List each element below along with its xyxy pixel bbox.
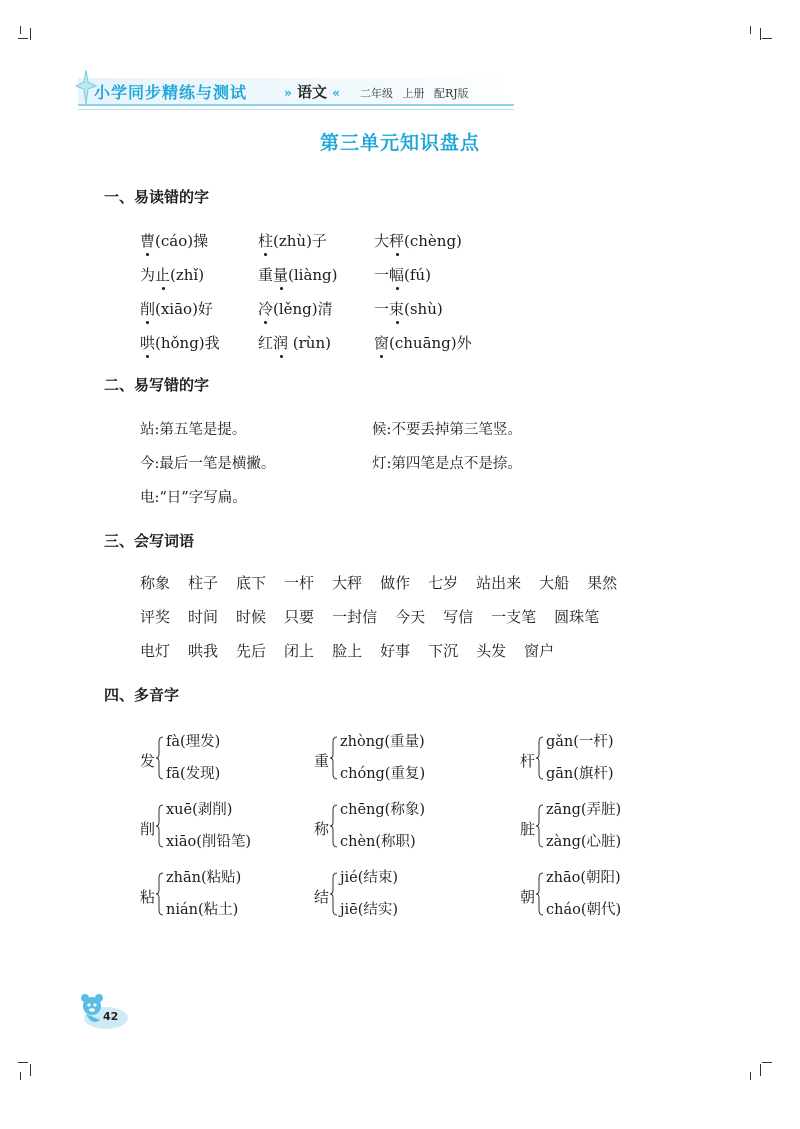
emphasis-dot <box>280 355 283 358</box>
word-item: 一封信 <box>332 608 378 626</box>
word-item: 圆珠笔 <box>554 608 600 626</box>
polyphone-reading: zhān(粘贴) <box>166 870 242 886</box>
miswrite-line <box>140 486 660 520</box>
word-row <box>140 640 700 674</box>
word-item: 称象 <box>140 574 171 592</box>
misread-item: 重量(liàng) <box>258 264 338 285</box>
brace-icon <box>330 872 338 916</box>
polyphone-char: 朝 <box>520 888 536 906</box>
polyphone-reading: jié(结束) <box>340 870 399 886</box>
misread-item: 为止(zhǐ) <box>140 264 204 285</box>
subject-text: 语文 <box>297 83 328 101</box>
misread-item: 哄(hǒng)我 <box>140 332 220 353</box>
chevron-right-icon: » <box>284 86 292 100</box>
word-item: 电灯 <box>140 642 171 660</box>
word-item: 今天 <box>395 608 426 626</box>
crop-mark-bottom-right <box>754 1058 774 1078</box>
word-item: 脸上 <box>332 642 363 660</box>
section-title-misread: 一、易读错的字 <box>104 188 210 206</box>
series-title: 小学同步精练与测试 <box>94 83 248 102</box>
polyphone-reading: chèn(称职) <box>340 834 416 850</box>
brace-icon <box>330 736 338 780</box>
word-item: 站出来 <box>476 574 522 592</box>
miswrite-list <box>140 418 660 520</box>
miswrite-item: 候:不要丢掉第三笔竖。 <box>372 422 522 438</box>
word-item: 头发 <box>476 642 507 660</box>
polyphone-char: 粘 <box>140 888 156 906</box>
word-item: 七岁 <box>428 574 459 592</box>
polyphone-reading: zāng(弄脏) <box>546 802 622 818</box>
word-item: 一支笔 <box>491 608 537 626</box>
crop-mark-bottom-left <box>18 1058 38 1078</box>
misread-item: 窗(chuāng)外 <box>374 332 472 353</box>
polyphone-reading: jiē(结实) <box>340 902 399 918</box>
emphasis-dot <box>396 321 399 324</box>
word-item: 底下 <box>236 574 267 592</box>
word-item: 窗户 <box>524 642 555 660</box>
brace-icon <box>156 736 164 780</box>
emphasis-dot <box>396 287 399 290</box>
crop-mark-top-left <box>18 28 38 48</box>
word-item: 柱子 <box>188 574 219 592</box>
misread-item: 红润 (rùn) <box>258 332 331 353</box>
word-row <box>140 572 700 606</box>
emphasis-dot <box>162 287 165 290</box>
word-item: 写信 <box>443 608 474 626</box>
section-title-miswrite: 二、易写错的字 <box>104 376 210 394</box>
polyphone-reading: xiāo(削铅笔) <box>166 834 252 850</box>
brace-icon <box>156 872 164 916</box>
misread-item: 一束(shù) <box>374 298 443 319</box>
word-item: 下沉 <box>428 642 459 660</box>
polyphone-char: 重 <box>314 752 330 770</box>
polyphone-reading: nián(粘土) <box>166 902 239 918</box>
miswrite-line <box>140 418 660 452</box>
word-item: 大船 <box>539 574 570 592</box>
miswrite-item: 今:最后一笔是横撇。 <box>140 456 276 472</box>
emphasis-dot <box>280 287 283 290</box>
miswrite-item: 电:“日”字写扁。 <box>140 490 247 506</box>
word-item: 好事 <box>380 642 411 660</box>
word-item: 做作 <box>380 574 411 592</box>
polyphone-char: 称 <box>314 820 330 838</box>
emphasis-dot <box>146 355 149 358</box>
crop-mark-top-right <box>754 28 774 48</box>
polyphone-char: 杆 <box>520 752 536 770</box>
brace-icon <box>536 804 544 848</box>
misread-item: 冷(lěng)清 <box>258 298 333 319</box>
word-item: 先后 <box>236 642 267 660</box>
misread-item: 一幅(fú) <box>374 264 431 285</box>
word-item: 时间 <box>188 608 219 626</box>
emphasis-dot <box>264 253 267 256</box>
polyphone-reading: fà(理发) <box>166 734 221 750</box>
polyphone-reading: chóng(重复) <box>340 766 426 782</box>
polyphone-char: 结 <box>314 888 330 906</box>
word-item: 时候 <box>236 608 267 626</box>
chevron-left-icon: « <box>332 86 341 100</box>
miswrite-line <box>140 452 660 486</box>
polyphone-reading: zhòng(重量) <box>340 734 425 750</box>
polyphone-reading: gǎn(一杆) <box>546 734 614 750</box>
polyphone-reading: zhāo(朝阳) <box>546 870 621 886</box>
brace-icon <box>156 804 164 848</box>
emphasis-dot <box>264 321 267 324</box>
polyphone-char: 发 <box>140 752 156 770</box>
brace-icon <box>536 736 544 780</box>
miswrite-item: 站:第五笔是提。 <box>140 422 247 438</box>
mascot-icon <box>74 992 130 1032</box>
polyphone-reading: cháo(朝代) <box>546 902 622 918</box>
misread-item: 曹(cáo)操 <box>140 230 208 251</box>
emphasis-dot <box>380 355 383 358</box>
section-title-words: 三、会写词语 <box>104 532 195 550</box>
word-item: 闭上 <box>284 642 315 660</box>
misread-item: 柱(zhù)子 <box>258 230 327 251</box>
word-item: 一杆 <box>284 574 315 592</box>
polyphone-char: 削 <box>140 820 156 838</box>
polyphone-reading: zàng(心脏) <box>546 834 622 850</box>
page-title: 第三单元知识盘点 <box>319 132 480 154</box>
word-row <box>140 606 700 640</box>
word-item: 只要 <box>284 608 315 626</box>
word-item: 大秤 <box>332 574 363 592</box>
misread-item: 大秤(chèng) <box>374 230 462 251</box>
polyphone-reading: gān(旗杆) <box>546 766 614 782</box>
brace-icon <box>536 872 544 916</box>
section-title-polyphones: 四、多音字 <box>104 686 180 704</box>
edition-label: 二年级 上册 配RJ版 <box>360 87 469 100</box>
subject-label <box>284 81 340 102</box>
brace-icon <box>330 804 338 848</box>
word-list <box>140 572 700 674</box>
emphasis-dot <box>146 321 149 324</box>
page-number: 42 <box>103 1010 119 1023</box>
polyphone-char: 脏 <box>520 820 536 838</box>
polyphone-reading: fā(发现) <box>166 766 221 782</box>
emphasis-dot <box>146 253 149 256</box>
polyphone-reading: chēng(称象) <box>340 802 425 818</box>
miswrite-item: 灯:第四笔是点不是捺。 <box>372 456 522 472</box>
word-item: 哄我 <box>188 642 219 660</box>
book-header <box>78 76 518 110</box>
word-item: 评奖 <box>140 608 171 626</box>
word-item: 果然 <box>587 574 618 592</box>
emphasis-dot <box>396 253 399 256</box>
polyphone-reading: xuē(剥削) <box>166 802 233 818</box>
misread-item: 削(xiāo)好 <box>140 298 213 319</box>
